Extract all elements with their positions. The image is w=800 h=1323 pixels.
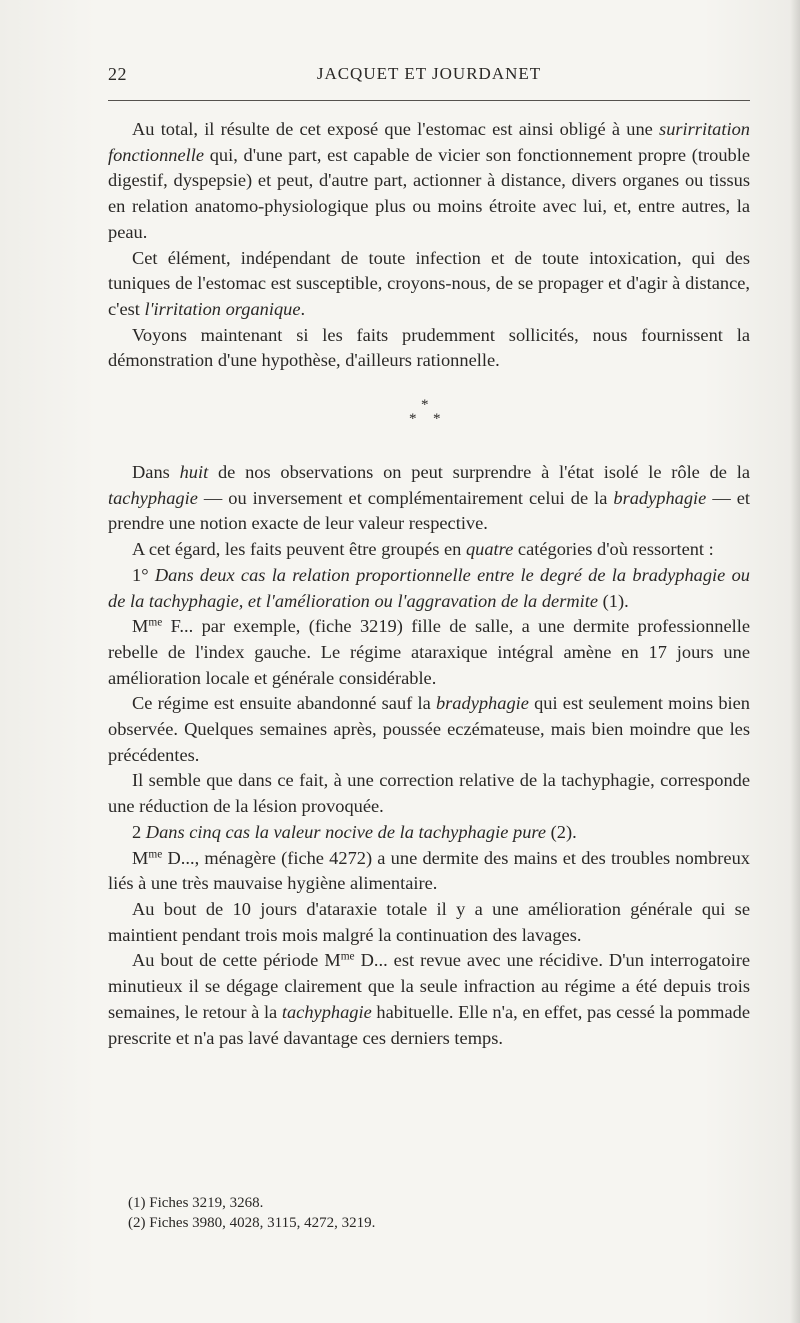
body-text xyxy=(108,117,750,1051)
paragraph xyxy=(108,117,750,246)
text-run: Ce régime est ensuite abandonné sauf la xyxy=(132,693,436,714)
text-run: (2). xyxy=(546,821,577,842)
text-run: M xyxy=(132,616,149,637)
italic-run: surirritation fonctionnelle xyxy=(108,119,750,165)
text-run: 2 xyxy=(132,821,146,842)
paragraph: Il semble que dans ce fait, à une correction relative de la tachyphagie, corresponde une réduction de la lésion provoquée. xyxy=(108,770,750,817)
text-run: . xyxy=(300,298,306,319)
paragraph xyxy=(108,820,750,846)
text-run: — ou inversement et complémentairement celui de la xyxy=(197,487,614,508)
paragraph: Au bout de 10 jours d'ataraxie totale il y a une amélioration générale qui se maintient pendant trois mois malgré la continuation des lavages. xyxy=(108,898,750,945)
italic-run: Dans cinq cas la valeur nocive de la tachyphagie pure xyxy=(145,821,547,842)
section-asterism xyxy=(108,382,750,460)
paragraph xyxy=(108,948,750,1051)
superscript: me xyxy=(148,848,163,861)
asterisk: * xyxy=(409,411,417,428)
page-number: 22 xyxy=(108,64,127,84)
paragraph xyxy=(108,460,750,537)
text-run: D... est revue avec une récidive. D'un interrogatoire minutieux il se dégage clairement que la seule infraction au régime a été depuis trois semaines, le retour à la xyxy=(108,950,750,1022)
running-head xyxy=(108,64,750,90)
asterisk: * xyxy=(433,411,441,428)
running-title: JACQUET ET JOURDANET xyxy=(316,64,542,83)
italic-run: bradyphagie xyxy=(435,693,529,714)
text-run: Cet élément, indépendant de toute infection et de toute intoxication, qui des tuniques de l'estomac est susceptible, croyons-nous, de se propager et d'agir à distance, c'est xyxy=(108,247,750,319)
text-run: de nos observations on peut surprendre à l'état isolé le rôle de la xyxy=(208,462,750,483)
paragraph xyxy=(108,691,750,768)
asterisk: * xyxy=(421,397,429,414)
text-run: (1). xyxy=(598,590,629,611)
paragraph xyxy=(108,846,750,897)
italic-run: l'irritation organique xyxy=(144,298,301,319)
italic-run: tachyphagie xyxy=(281,1001,372,1022)
italic-run: huit xyxy=(179,462,209,483)
paragraph xyxy=(108,563,750,614)
paragraph: Voyons maintenant si les faits prudemment sollicités, nous fournissent la démonstration d'une hypothèse, d'ailleurs rationnelle. xyxy=(108,324,750,371)
paragraph xyxy=(108,537,750,563)
italic-run: Dans deux cas la relation proportionnelle entre le degré de la bradyphagie ou de la tachyphagie, et l'amélioration ou l'aggravation de la dermite xyxy=(108,564,750,611)
italic-run: quatre xyxy=(465,539,514,560)
paragraph xyxy=(108,246,750,323)
header-rule xyxy=(108,100,750,101)
text-run: habituelle. Elle n'a, en effet, pas cessé la pommade prescrite et n'a pas lavé davantage ces derniers temps. xyxy=(108,1001,750,1048)
page-spine-shadow xyxy=(790,0,800,1323)
text-run: qui, d'une part, est capable de vicier son fonctionnement propre (trouble digestif, dyspepsie) et peut, d'autre part, actionner à distance, divers organes ou tissus en relation anatomo-physiologique plus ou moins étroite avec lui, et, entre autres, la peau. xyxy=(108,144,750,242)
text-run: A cet égard, les faits peuvent être groupés en xyxy=(132,539,466,560)
superscript: me xyxy=(340,951,355,964)
footnote: (1) Fiches 3219, 3268. xyxy=(128,1195,264,1211)
text-run: catégories d'où ressortent : xyxy=(513,539,714,560)
italic-run: tachyphagie xyxy=(108,487,198,508)
text-run: qui est seulement moins bien observée. Quelques semaines après, poussée eczémateuse, mais bien moindre que les précédentes. xyxy=(108,693,751,765)
text-run: — et prendre une notion exacte de leur valeur respective. xyxy=(108,487,750,534)
text-run: Au bout de cette période M xyxy=(132,950,341,971)
italic-run: bradyphagie xyxy=(613,487,707,508)
text-run: D..., ménagère (fiche 4272) a une dermite des mains et des troubles nombreux liés à une très mauvaise hygiène alimentaire. xyxy=(108,847,750,894)
text-run: Au total, il résulte de cet exposé que l'estomac est ainsi obligé à une xyxy=(132,119,660,139)
text-run: F... par exemple, (fiche 3219) fille de salle, a une dermite professionnelle rebelle de l'index gauche. Le régime ataraxique intégral amène en 17 jours une amélioration locale et générale considérable. xyxy=(108,616,750,688)
superscript: me xyxy=(148,616,163,629)
footnotes xyxy=(128,1193,375,1233)
text-run: M xyxy=(132,847,149,868)
footnote: (2) Fiches 3980, 4028, 3115, 4272, 3219. xyxy=(128,1215,376,1231)
paragraph xyxy=(108,614,750,691)
text-run: 1° xyxy=(132,564,155,585)
text-run: Dans xyxy=(132,462,180,483)
